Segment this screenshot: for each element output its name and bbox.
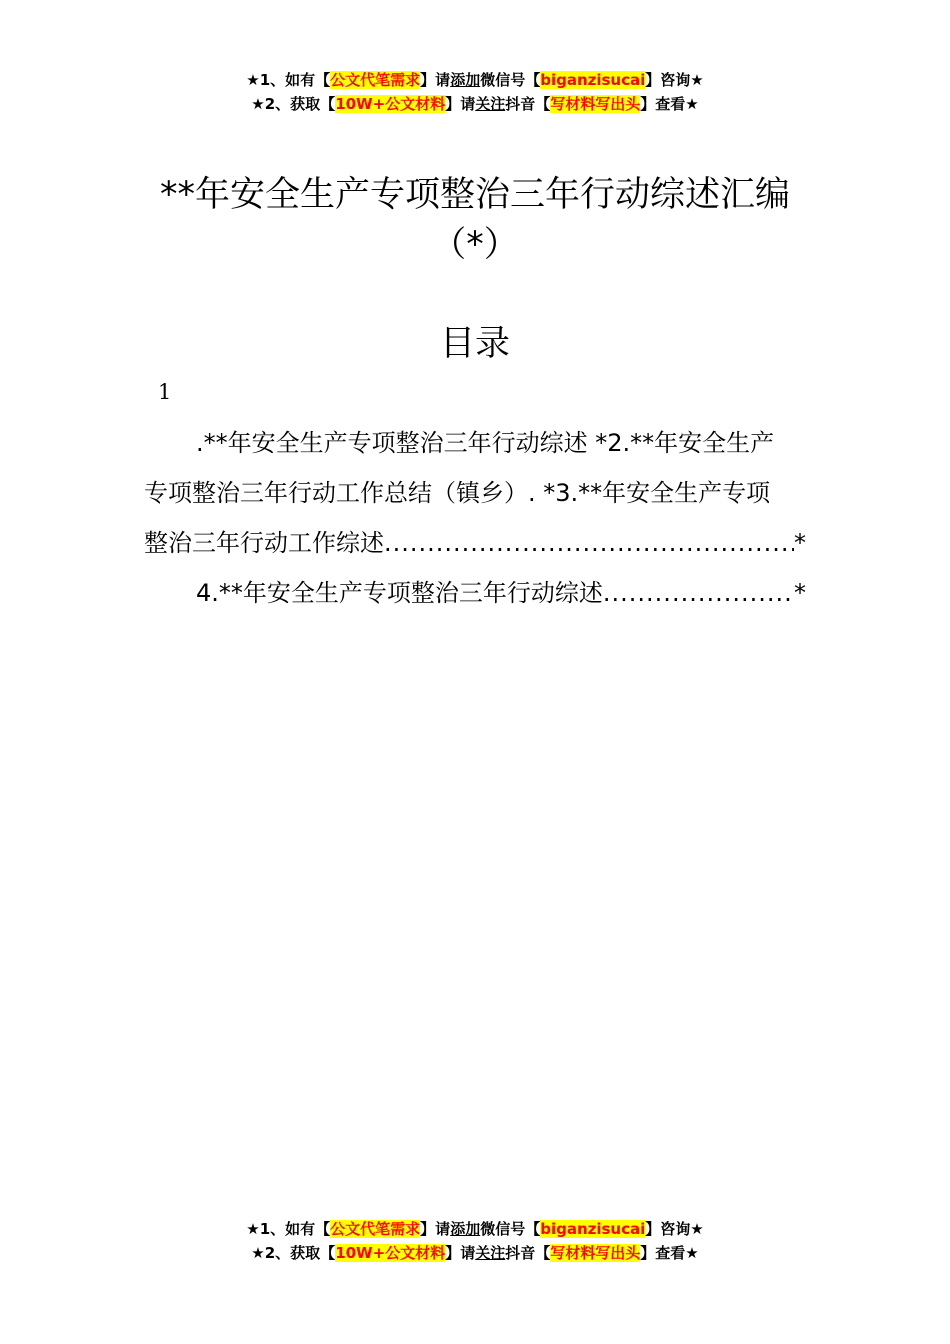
banner-highlight: biganzisucai — [540, 1220, 646, 1238]
toc-line-1 — [144, 418, 806, 468]
banner-underline: 关注 — [475, 1244, 506, 1262]
banner-line-2 — [0, 92, 950, 116]
banner-text: 】咨询★ — [645, 71, 704, 89]
toc-leader — [384, 518, 794, 568]
banner-text: 微信号【 — [480, 71, 541, 89]
banner-underline: 关注 — [475, 95, 506, 113]
banner-text: ★2、获取【 — [251, 95, 336, 113]
banner-text: 微信号【 — [480, 1220, 541, 1238]
table-of-contents — [144, 418, 806, 618]
banner-underline: 添加 — [450, 71, 481, 89]
banner-highlight: biganzisucai — [540, 71, 646, 89]
banner-line-1 — [0, 68, 950, 92]
footer-banner — [0, 1217, 950, 1265]
toc-text: 专项整治三年行动工作总结（镇乡）. *3.**年安全生产专项 — [144, 479, 771, 507]
banner-highlight: 写材料写出头 — [550, 95, 641, 113]
toc-text: 整治三年行动工作综述 — [144, 529, 384, 557]
banner-underline: 添加 — [450, 1220, 481, 1238]
banner-highlight: 公文代笔需求 — [330, 71, 421, 89]
banner-line-2 — [0, 1241, 950, 1265]
banner-text: 抖音【 — [505, 95, 551, 113]
toc-heading: 目录 — [439, 324, 510, 364]
toc-text: .**年安全生产专项整治三年行动综述 *2.**年安全生产 — [196, 429, 775, 457]
toc-leader — [603, 568, 794, 618]
title-line-1: **年安全生产专项整治三年行动综述汇编 — [159, 175, 790, 215]
banner-text: 】请 — [420, 1220, 451, 1238]
banner-text: ★2、获取【 — [251, 1244, 336, 1262]
banner-text: 】请 — [445, 95, 476, 113]
banner-text: ★1、如有【 — [246, 71, 331, 89]
banner-highlight: 10W+公文材料 — [335, 95, 446, 113]
banner-text: ★1、如有【 — [246, 1220, 331, 1238]
banner-highlight: 10W+公文材料 — [335, 1244, 446, 1262]
banner-text: 抖音【 — [505, 1244, 551, 1262]
toc-line-4 — [144, 568, 806, 618]
banner-text: 】查看★ — [640, 1244, 699, 1262]
toc-page-ref: * — [794, 529, 806, 557]
toc-text: 4.**年安全生产专项整治三年行动综述 — [196, 579, 603, 607]
toc-line-2 — [144, 468, 806, 518]
toc-page-ref: * — [794, 579, 806, 607]
banner-text: 】查看★ — [640, 95, 699, 113]
banner-text: 】咨询★ — [645, 1220, 704, 1238]
banner-highlight: 公文代笔需求 — [330, 1220, 421, 1238]
document-title — [0, 170, 950, 270]
header-banner — [0, 68, 950, 116]
title-line-2: （*） — [431, 225, 519, 265]
banner-highlight: 写材料写出头 — [550, 1244, 641, 1262]
banner-text: 】请 — [445, 1244, 476, 1262]
toc-line-3 — [144, 518, 806, 568]
banner-text: 】请 — [420, 71, 451, 89]
banner-line-1 — [0, 1217, 950, 1241]
page-number: 1 — [158, 380, 172, 404]
